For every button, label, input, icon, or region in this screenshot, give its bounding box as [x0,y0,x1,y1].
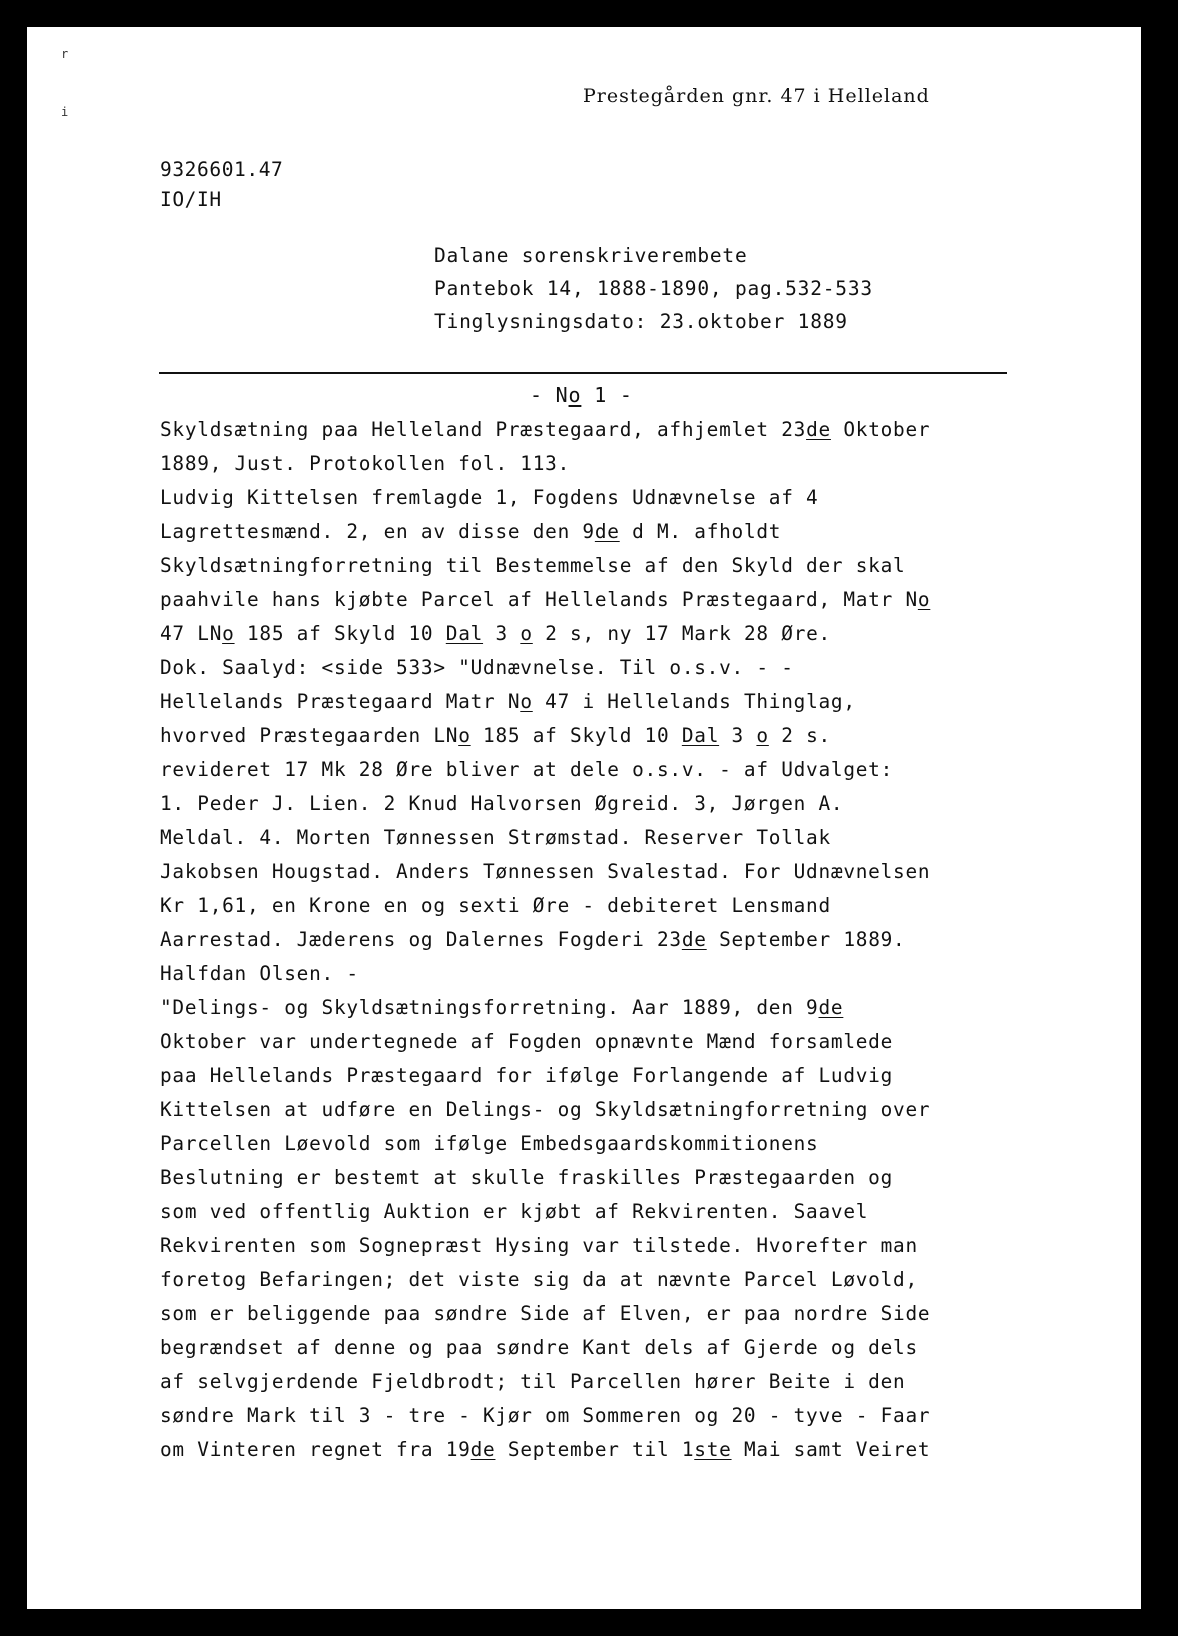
text-segment: begrændset af denne og paa søndre Kant dels af Gjerde og dels [160,1336,918,1359]
text-segment: foretog Befaringen; det viste sig da at nævnte Parcel Løvold, [160,1268,918,1291]
text-segment: Oktober [830,418,931,441]
text-segment: 1. Peder J. Lien. 2 Knud Halvorsen Øgreid. 3, Jørgen A. [160,792,844,815]
text-line [160,787,1040,821]
text-segment: søndre Mark til 3 - tre - Kjør om Sommeren og 20 - tyve - Faar [160,1404,931,1427]
text-line [160,1229,1040,1263]
text-line [160,855,1040,889]
text-line [160,515,1040,549]
underlined-segment: o [458,724,471,747]
text-segment: Jakobsen Hougstad. Anders Tønnessen Svalestad. For Udnævnelsen [160,860,931,883]
text-segment: 2 s, ny 17 Mark 28 Øre. [532,622,831,645]
text-segment: Beslutning er bestemt at skulle fraskilles Præstegaarden og [160,1166,894,1189]
divider-rule [159,372,1007,374]
text-segment: som er beliggende paa søndre Side af Elven, er paa nordre Side [160,1302,931,1325]
text-line [160,481,1040,515]
heading-sup: o [568,383,582,407]
text-segment: Skyldsætningforretning til Bestemmelse af den Skyld der skal [160,554,906,577]
text-segment: Rekvirenten som Sognepræst Hysing var tilstede. Hvorefter man [160,1234,918,1257]
text-segment: Halfdan Olsen. - [160,962,359,985]
text-segment: 185 af Skyld 10 [470,724,682,747]
text-line [160,1399,1040,1433]
text-segment: Dok. Saalyd: <side 533> "Udnævnelse. Til o.s.v. - - [160,656,794,679]
underlined-segment: de [806,418,831,441]
text-line [160,1161,1040,1195]
text-segment: September til 1 [495,1438,695,1461]
text-segment: 3 [719,724,757,747]
text-segment: Kittelsen at udføre en Delings- og Skyldsætningforretning over [160,1098,931,1121]
text-line [160,1297,1040,1331]
text-line [160,719,1040,753]
underlined-segment: ste [694,1438,732,1461]
source-book: Pantebok 14, 1888-1890, pag.532-533 [434,277,873,300]
text-segment: Kr 1,61, en Krone en og sexti Øre - debiteret Lensmand [160,894,831,917]
text-line [160,617,1040,651]
text-line [160,1025,1040,1059]
reference-code: 9326601.47 [160,158,284,181]
text-line [160,753,1040,787]
margin-mark-second: i [61,105,69,119]
entry-heading [530,383,633,407]
underlined-segment: de [594,520,620,543]
text-segment: 1889, Just. Protokollen fol. 113. [160,452,570,475]
underlined-segment: o [520,622,533,645]
text-segment: Lagrettesmænd. 2, en av disse den 9 [160,520,595,543]
underlined-segment: de [470,1438,496,1461]
underlined-segment: de [681,928,707,951]
text-line [160,1263,1040,1297]
transcription-body [160,413,1040,1467]
text-segment: Ludvig Kittelsen fremlagde 1, Fogdens Udnævnelse af 4 [160,486,819,509]
text-segment: Oktober var undertegnede af Fogden opnævnte Mænd forsamlede [160,1030,894,1053]
text-line [160,583,1040,617]
document-page [27,27,1141,1609]
margin-mark-top: r [61,47,69,61]
text-line [160,923,1040,957]
text-line [160,1059,1040,1093]
text-segment: "Delings- og Skyldsætningsforretning. Aar 1889, den 9 [160,996,819,1019]
text-segment: 3 [483,622,521,645]
underlined-segment: o [222,622,235,645]
property-title: Prestegården gnr. 47 i Helleland [583,85,930,107]
underlined-segment: o [917,588,931,611]
text-line [160,1127,1040,1161]
text-segment: Skyldsætning paa Helleland Præstegaard, afhjemlet 23 [160,418,807,441]
source-block [434,239,873,338]
text-segment: 185 af Skyld 10 [234,622,446,645]
text-line [160,651,1040,685]
text-segment: Meldal. 4. Morten Tønnessen Strømstad. Reserver Tollak [160,826,831,849]
text-line [160,447,1040,481]
text-segment: Aarrestad. Jæderens og Dalernes Fogderi 23 [160,928,682,951]
text-segment: 2 s. [768,724,831,747]
text-line [160,1195,1040,1229]
underlined-segment: o [756,724,769,747]
text-segment: d M. afholdt [619,520,782,543]
text-segment: revideret 17 Mk 28 Øre bliver at dele o.s.v. - af Udvalget: [160,758,894,781]
underlined-segment: o [520,690,533,713]
reference-initials: IO/IH [160,188,222,211]
text-segment: September 1889. [706,928,906,951]
text-line [160,549,1040,583]
text-line [160,685,1040,719]
text-segment: af selvgjerdende Fjeldbrodt; til Parcellen hører Beite i den [160,1370,906,1393]
text-segment: om Vinteren regnet fra 19 [160,1438,471,1461]
text-line [160,821,1040,855]
text-line [160,957,1040,991]
heading-pre: - N [530,383,569,407]
source-office: Dalane sorenskriverembete [434,244,748,267]
heading-post: 1 - [581,383,633,407]
text-segment: hvorved Præstegaarden LN [160,724,459,747]
text-segment: paahvile hans kjøbte Parcel af Hellelands Præstegaard, Matr N [160,588,918,611]
underlined-segment: de [818,996,844,1019]
underlined-segment: Dal [681,724,720,747]
text-line [160,1365,1040,1399]
text-line [160,1093,1040,1127]
text-line [160,889,1040,923]
text-segment: 47 LN [160,622,223,645]
text-segment: Hellelands Præstegaard Matr N [160,690,521,713]
text-segment: Mai samt Veiret [731,1438,931,1461]
text-segment: som ved offentlig Auktion er kjøbt af Rekvirenten. Saavel [160,1200,869,1223]
underlined-segment: Dal [445,622,484,645]
text-segment: paa Hellelands Præstegaard for ifølge Forlangende af Ludvig [160,1064,894,1087]
text-line [160,991,1040,1025]
text-line [160,413,1040,447]
text-line [160,1331,1040,1365]
text-line [160,1433,1040,1467]
text-segment: Parcellen Løevold som ifølge Embedsgaardskommitionens [160,1132,819,1155]
source-date: Tinglysningsdato: 23.oktober 1889 [434,310,848,333]
reference-block [160,155,283,215]
text-segment: 47 i Hellelands Thinglag, [532,690,856,713]
